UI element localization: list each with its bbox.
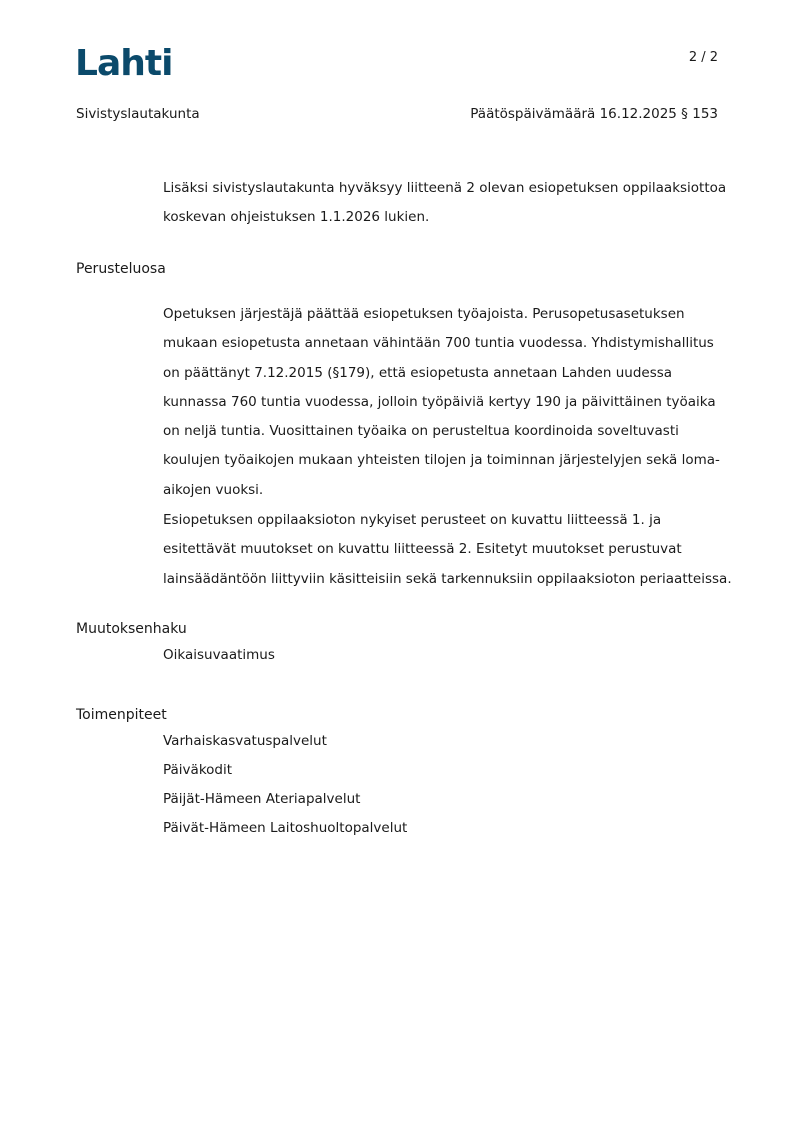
toimenpide-item: Varhaiskasvatuspalvelut	[163, 733, 327, 749]
muutoksenhaku-value: Oikaisuvaatimus	[163, 647, 275, 663]
perusteluosa-paragraph-2: Esiopetuksen oppilaaksioton nykyiset perusteet on kuvattu liitteessä 1. ja esitettävät muutokset on kuvattu liitteessä 2. Esitetyt muutokset perustuvat lainsäädäntöön liittyviin käsitteisiin sekä tarkennuksiin oppilaaksioton periaatteissa.	[163, 512, 732, 587]
perusteluosa-paragraph-1: Opetuksen järjestäjä päättää esiopetuksen työajoista. Perusopetusasetuksen mukaan esiopetusta annetaan vähintään 700 tuntia vuodessa. Yhdistymishallitus on päättänyt 7.12.2015 (§179), että esiopetusta annetaan Lahden uudessa kunnassa 760 tuntia vuodessa, jolloin työpäiviä kertyy 190 ja päivittäinen työaika on neljä tuntia. Vuosittainen työaika on perusteltua koordinoida soveltuvasti koulujen työaikojen mukaan yhteisten tilojen ja toiminnan järjestelyjen sekä loma-aikojen vuoksi.	[163, 306, 720, 498]
lahti-logo: Lahti	[75, 43, 173, 84]
department-name: Sivistyslautakunta	[76, 106, 200, 122]
page-number: 2 / 2	[688, 50, 718, 65]
section-heading-muutoksenhaku: Muutoksenhaku	[76, 621, 187, 637]
decision-date: Päätöspäivämäärä 16.12.2025 § 153	[470, 106, 718, 122]
toimenpide-item: Päivät-Hämeen Laitoshuoltopalvelut	[163, 820, 408, 836]
toimenpide-item: Päijät-Hämeen Ateriapalvelut	[163, 791, 361, 807]
toimenpide-item: Päiväkodit	[163, 762, 233, 778]
section-heading-toimenpiteet: Toimenpiteet	[76, 707, 167, 723]
section-heading-perusteluosa: Perusteluosa	[76, 261, 166, 277]
intro-paragraph: Lisäksi sivistyslautakunta hyväksyy liitteenä 2 olevan esiopetuksen oppilaaksiottoa koskevan ohjeistuksen 1.1.2026 lukien.	[163, 180, 727, 226]
